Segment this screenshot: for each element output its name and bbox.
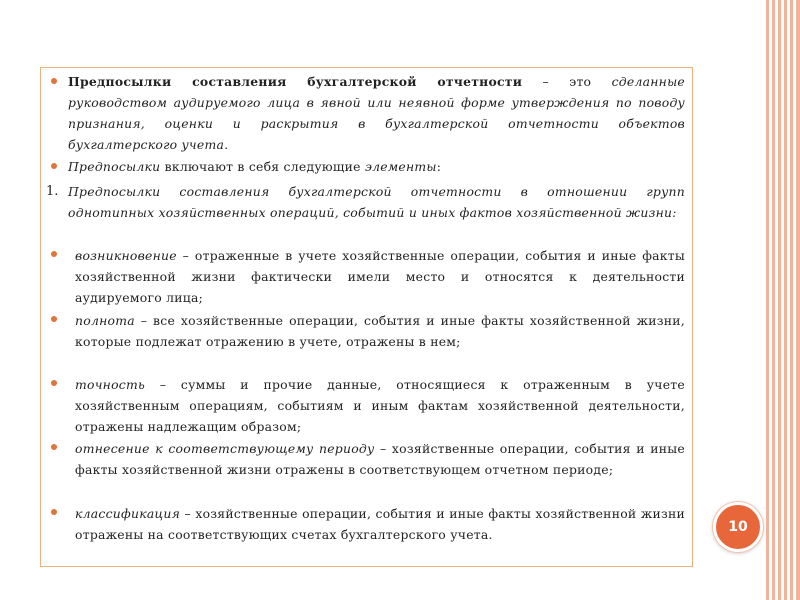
item-term: отнесение к соответствующему периоду: [75, 441, 375, 456]
group-assertions-text: Предпосылки составления бухгалтерской отчетности в отношении групп однотипных хозяйственных операций, событий и иных фактов хозяйственной жизни:: [68, 184, 685, 220]
elements-intro-mid: включают в себя следующие: [160, 159, 365, 174]
list-number: 1.: [46, 184, 59, 199]
definition-paragraph: [68, 71, 685, 155]
list-item-occurrence: [75, 245, 685, 308]
bullet-icon: [51, 251, 57, 257]
list-item-completeness: [75, 310, 685, 352]
definition-text: сделанные руководством аудируемого лица в явной или неявной форме утверждения по поводу признания, оценки и раскрытия в бухгалтерской отчетности объектов бухгалтерского учета: [68, 74, 685, 152]
bullet-icon: [51, 509, 57, 515]
elements-intro-paragraph: [68, 156, 685, 177]
elements-intro-term2: элементы: [364, 159, 437, 174]
item-text: – отраженные в учете хозяйственные операции, события и иные факты хозяйственной жизни фактически имели место и относятся к деятельности аудируемого лица;: [75, 248, 685, 305]
group-assertions-heading: [68, 181, 685, 223]
item-term: возникновение: [75, 248, 177, 263]
decorative-side-stripes: [764, 0, 800, 600]
item-term: точность: [75, 377, 145, 392]
item-text: – суммы и прочие данные, относящиеся к отраженным в учете хозяйственным операциям, событиям и иным фактам хозяйственной деятельности, отражены надлежащим образом;: [75, 377, 685, 434]
item-text: – все хозяйственные операции, события и иные факты хозяйственной жизни, которые подлежат отражению в учете, отражены в нем;: [75, 313, 685, 349]
definition-term: Предпосылки составления бухгалтерской отчетности: [68, 74, 523, 89]
item-text: – хозяйственные операции, события и иные факты хозяйственной жизни отражены в соответствующем отчетном периоде;: [75, 441, 685, 477]
elements-intro-term: Предпосылки: [68, 159, 161, 174]
page-number-badge: 10: [713, 502, 763, 552]
item-term: полнота: [75, 313, 135, 328]
list-item-cutoff: [75, 438, 685, 480]
definition-end: .: [224, 137, 229, 152]
bullet-icon: [51, 316, 57, 322]
bullet-icon: [51, 78, 57, 84]
elements-intro-end: :: [436, 159, 442, 174]
item-term: классификация: [75, 506, 181, 521]
definition-dash: – это: [522, 74, 612, 89]
bullet-icon: [51, 163, 57, 169]
list-item-classification: [75, 503, 685, 545]
bullet-icon: [51, 380, 57, 386]
list-item-accuracy: [75, 374, 685, 437]
bullet-icon: [51, 444, 57, 450]
item-text: – хозяйственные операции, события и иные факты хозяйственной жизни отражены на соответствующих счетах бухгалтерского учета.: [75, 506, 685, 542]
